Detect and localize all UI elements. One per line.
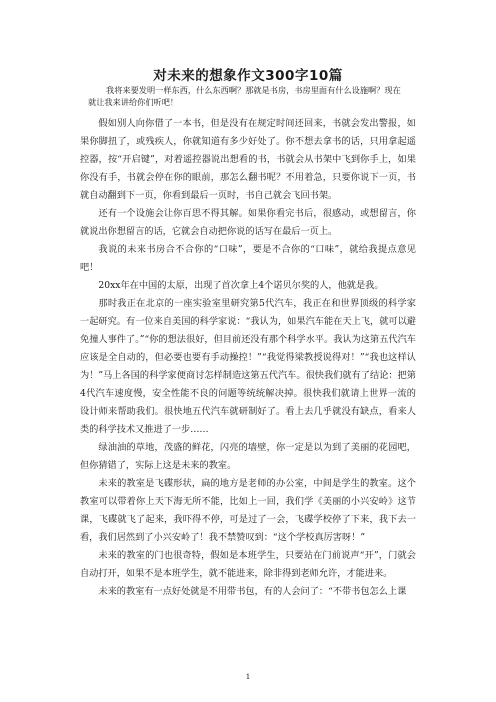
body-paragraph: 那时我正在北京的一座实验室里研究第5代汽车，我正在和世界顶级的科学家一起研究。有一位来自美国的科学家说：“我认为，如果汽车能在天上飞，就可以避免撞人事件了。”“你的想法很好，但目前还没有那个科学水平。我认为这第五代汽车应该是全自动的，但必要也要有手动操控！”“我觉得梁教授说得对！”“我也这样认为！”马上各国的科学家便商讨怎样制造这第五代汽车。很快我们就有了结论：把第4代汽车速度慢，安全性能不良的问题等统统解决掉。很快我们就请上世界一流的设计师来帮助我们。很快地五代汽车就研制好了。看上去几乎就没有缺点，看来人类的科学技术又推进了一步…… bbox=[80, 298, 416, 435]
body-paragraph: 未来的教室是飞碟形状，扁的地方是老师的办公室，中间是学生的教室。这个教室可以带着你上天下海无所不能，比如上一回，我们学《美丽的小兴安岭》这节课，飞碟就飞了起来，我吓得不停，可是过了一会，飞碟学校停了下来，我下去一看，我们居然到了小兴安岭了！我不禁赞叹到：“这个学校真厉害呀！” bbox=[80, 478, 416, 543]
body-paragraph: 绿油油的草地，茂盛的鲜花，闪亮的墙壁，你一定是以为到了美丽的花园吧，但你猜错了，实际上这是未来的教室。 bbox=[80, 442, 416, 471]
document-title: 对未来的想象作文300字10篇 bbox=[153, 68, 343, 84]
body-paragraph: 假如别人向你借了一本书，但是没有在规定时间还回来，书就会发出警报，如果你脚扭了，或残疾人，你就知道有多少好处了。你不想去拿书的话，只用拿起遥控器，按“开启键”，对着遥控器说出想看的书，书就会从书架中飞到你手上，如果你没有手，书就会停在你的眼前，那怎么翻书呢？不用着急，只要你说下一页，书就自动翻到下一页，你看到最后一页时，书自己就会飞回书架。 bbox=[80, 118, 416, 201]
body-paragraph: 未来的教室的门也很奇特，假如是本班学生，只要站在门前说声“开”，门就会自动打开，如果不是本班学生，就不能进来，除非得到老师允许，才能进来。 bbox=[80, 550, 416, 579]
document-body bbox=[80, 115, 416, 601]
body-paragraph: 未来的教室有一点好处就是不用带书包，有的人会问了：“不带书包怎么上课 bbox=[98, 586, 407, 597]
body-paragraph: 我说的未来书房合不合你的“口味”，要是不合你的“口味”，就给我提点意见吧！ bbox=[80, 244, 416, 273]
page-number: 1 bbox=[245, 672, 251, 681]
intro-paragraph: 我将来要发明一样东西，什么东西啊？那就是书房，书房里面有什么设施啊？现在就让我来讲给你们听吧！ bbox=[88, 85, 401, 107]
body-paragraph: 20xx年在中国的太原，出现了首次拿上4个诺贝尔奖的人，他就是我。 bbox=[98, 280, 384, 291]
body-paragraph: 还有一个设施会让你百思不得其解。如果你看完书后，很感动，或想留言，你就说出你想留言的话，它就会自动把你说的话写在最后一页上。 bbox=[80, 208, 416, 237]
